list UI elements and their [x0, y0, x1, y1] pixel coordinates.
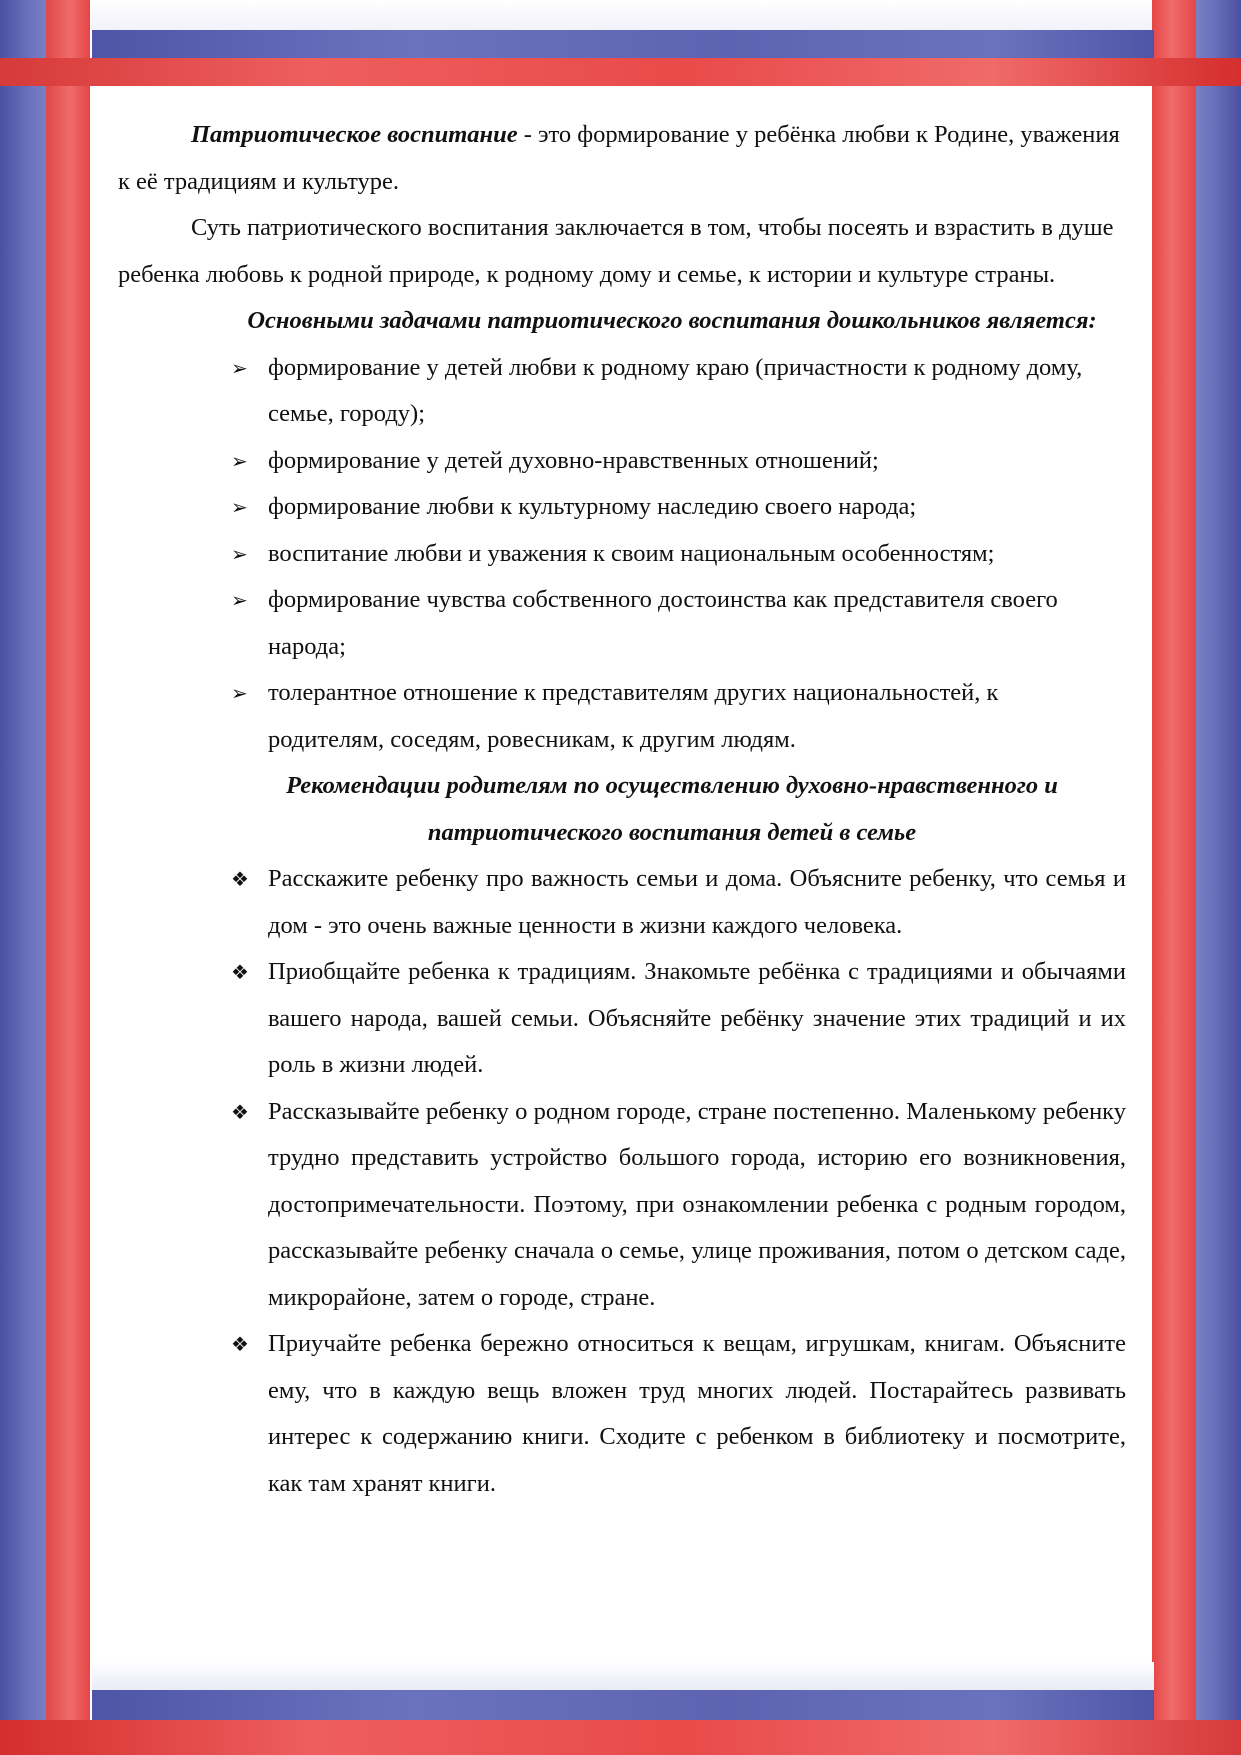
arrow-bullet-icon: ➢	[231, 355, 248, 380]
arrow-bullet-icon: ➢	[231, 541, 248, 566]
list-item: ➢ формирование у детей любви к родному краю (причастности к родному дому, семье, городу);	[118, 345, 1126, 438]
diamond-bullet-icon: ❖	[231, 1099, 249, 1124]
tasks-list	[118, 345, 1126, 764]
list-item: ❖ Рассказывайте ребенку о родном городе, стране постепенно. Маленькому ребенку трудно представить устройство большого города, историю его возникновения, достопримечательности. Поэтому, при ознакомлении ребенка с родным городом, рассказывайте ребенку сначала о семье, улице проживания, потом о детском саде, микрорайоне, затем о городе, стране.	[118, 1089, 1126, 1322]
arrow-bullet-icon: ➢	[231, 681, 248, 705]
list-item: ➢ формирование любви к культурному наследию своего народа;	[118, 484, 1126, 531]
list-item: ❖ Расскажите ребенку про важность семьи и дома. Объясните ребенку, что семья и дом - это очень важные ценности в жизни каждого человека.	[118, 856, 1126, 949]
frame-left-red-stripe	[46, 0, 90, 1755]
frame-bottom-red-band	[0, 1720, 1241, 1755]
list-item: ➢ воспитание любви и уважения к своим национальным особенностям;	[118, 531, 1126, 578]
arrow-bullet-icon: ➢	[231, 448, 248, 473]
frame-right-blue-stripe	[1196, 0, 1241, 1755]
intro-essence: Суть патриотического воспитания заключается в том, чтобы посеять и взрастить в душе ребенка любовь к родной природе, к родному дому и семье, к истории и культуре страны.	[118, 214, 1114, 288]
recommendations-heading: Рекомендации родителям по осуществлению духовно-нравственного и патриотического воспитания детей в семье	[286, 772, 1058, 846]
list-item: ❖ Приучайте ребенка бережно относиться к вещам, игрушкам, книгам. Объясните ему, что в каждую вещь вложен труд многих людей. Постарайтесь развивать интерес к содержанию книги. Сходите с ребенком в библиотеку и посмотрите, как там хранят книги.	[118, 1321, 1126, 1507]
intro-definition	[118, 112, 1126, 205]
document-body	[118, 112, 1126, 1507]
recommendations-list	[118, 856, 1126, 1507]
frame-top-blue-band	[92, 30, 1154, 58]
frame-right-red-stripe	[1152, 0, 1196, 1755]
list-item: ➢ формирование у детей духовно-нравственных отношений;	[118, 438, 1126, 485]
diamond-bullet-icon: ❖	[231, 1332, 249, 1356]
frame-top-gradient	[0, 0, 1241, 30]
list-item: ❖ Приобщайте ребенка к традициям. Знакомьте ребёнка с традициями и обычаями вашего народа, вашей семьи. Объясняйте ребёнку значение этих традиций и их роль в жизни людей.	[118, 949, 1126, 1089]
list-item: ➢ формирование чувства собственного достоинства как представителя своего народа;	[118, 577, 1126, 670]
frame-bottom-blue-band	[92, 1690, 1154, 1720]
intro-term: Патриотическое воспитание	[191, 121, 518, 148]
frame-left-blue-stripe	[0, 0, 46, 1755]
frame-bottom-white-band	[92, 1662, 1154, 1690]
arrow-bullet-icon: ➢	[231, 588, 248, 612]
frame-top-red-band	[0, 58, 1241, 86]
diamond-bullet-icon: ❖	[231, 867, 249, 891]
diamond-bullet-icon: ❖	[231, 960, 249, 984]
arrow-bullet-icon: ➢	[231, 495, 248, 519]
intro-definition-text: - это формирование у ребёнка любви к Родине, уважения к её традициям и культуре.	[118, 121, 1120, 195]
list-item: ➢ толерантное отношение к представителям других национальностей, к родителям, соседям, ровесникам, к другим людям.	[118, 670, 1126, 763]
tasks-heading: Основными задачами патриотического воспитания дошкольников является:	[247, 307, 1097, 334]
